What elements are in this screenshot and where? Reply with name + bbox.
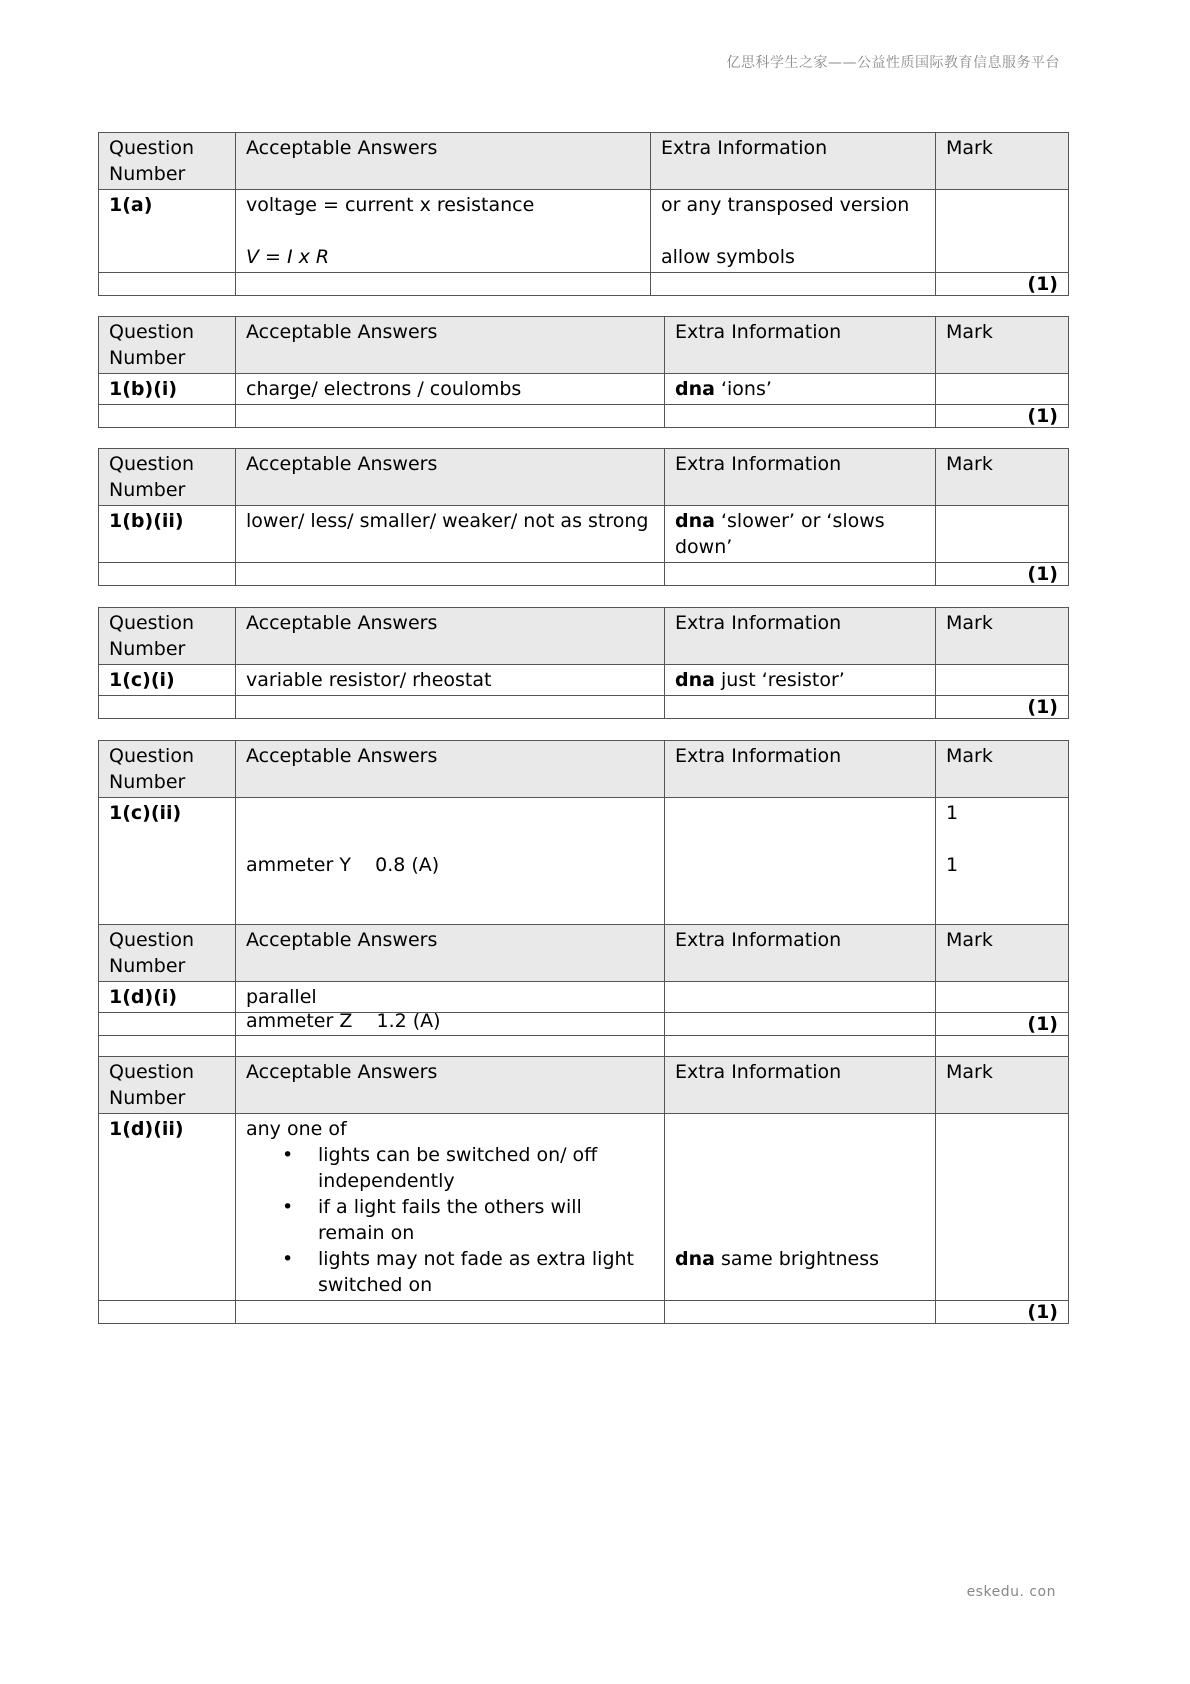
page-header: 亿思科学生之家——公益性质国际教育信息服务平台 [726,55,1060,71]
mark-cell [936,506,1069,563]
answer-text: charge/ electrons / coulombs [236,374,665,405]
extra-cell [665,982,936,1013]
answer-text: ammeter Z 1.2 (A) [246,1010,441,1032]
acceptable-answers-header: Acceptable Answers [236,741,665,798]
extra-information-header: Extra Information [665,449,936,506]
acceptable-answers-header: Acceptable Answers [236,317,665,374]
answer-text: ammeter Y 0.8 (A) [246,854,440,876]
answer-intro: any one of [246,1118,347,1140]
mark-header: Mark [936,317,1069,374]
extra-text: or any transposed version [661,194,910,216]
question-number-header: Question Number [99,449,236,506]
answer-points-list [246,1142,654,1298]
acceptable-answers-header: Acceptable Answers [236,449,665,506]
acceptable-answers-header: Acceptable Answers [236,608,665,665]
markscheme-table-1bi [98,316,1069,428]
question-number: 1(c)(i) [99,665,236,696]
markscheme-table-1ci [98,607,1069,719]
extra-information-header: Extra Information [665,741,936,798]
question-number: 1(d)(ii) [99,1114,236,1301]
total-mark: (1) [936,1301,1069,1324]
mark-cell [936,982,1069,1013]
markscheme-table-1dii [98,1056,1069,1324]
page-footer: eskedu. con [966,1584,1056,1600]
extra-text: allow symbols [661,246,795,268]
extra-information-header: Extra Information [651,133,936,190]
mark-cell [936,1114,1069,1301]
dna-label: dna [675,510,715,532]
question-number-header: Question Number [99,133,236,190]
total-mark: (1) [936,563,1069,586]
extra-information-header: Extra Information [665,317,936,374]
mark-header: Mark [936,133,1069,190]
answer-cell [236,190,651,273]
extra-cell [651,190,936,273]
dna-label: dna [675,669,715,691]
dna-label: dna [675,1248,715,1270]
answer-text: variable resistor/ rheostat [236,665,665,696]
answer-text: parallel [236,982,665,1013]
markscheme-table-1a [98,132,1069,296]
question-number: 1(d)(i) [99,982,236,1013]
extra-text: ‘ions’ [714,378,772,400]
mark-header: Mark [936,449,1069,506]
acceptable-answers-header: Acceptable Answers [236,925,665,982]
extra-cell [665,665,936,696]
extra-text: ‘slower’ or ‘slows down’ [675,510,885,558]
question-number: 1(b)(i) [99,374,236,405]
total-mark: (1) [936,405,1069,428]
extra-information-header: Extra Information [665,608,936,665]
extra-cell [665,506,936,563]
question-number: 1(c)(ii) [99,798,236,1089]
extra-information-header: Extra Information [665,925,936,982]
answer-cell [236,1114,665,1301]
mark-header: Mark [936,741,1069,798]
question-number-header: Question Number [99,925,236,982]
acceptable-answers-header: Acceptable Answers [236,133,651,190]
list-item: • lights can be switched on/ off independently [318,1142,654,1194]
question-number-header: Question Number [99,608,236,665]
dna-label: dna [675,378,715,400]
question-number-header: Question Number [99,1057,236,1114]
mark-cell [936,374,1069,405]
extra-text: just ‘resistor’ [714,669,845,691]
markscheme-table-1di [98,924,1069,1036]
mark-header: Mark [936,608,1069,665]
mark-cell [936,665,1069,696]
answer-text: lower/ less/ smaller/ weaker/ not as strong [236,506,665,563]
mark-value: 1 [946,854,959,876]
mark-value: 1 [946,802,959,824]
list-item: • lights may not fade as extra light switched on [318,1246,654,1298]
total-mark: (1) [936,1013,1069,1036]
list-item: • if a light fails the others will remain on [318,1194,654,1246]
acceptable-answers-header: Acceptable Answers [236,1057,665,1114]
question-number-header: Question Number [99,317,236,374]
extra-cell [665,374,936,405]
extra-cell [665,1114,936,1301]
question-number: 1(a) [99,190,236,273]
extra-information-header: Extra Information [665,1057,936,1114]
answer-text: voltage = current x resistance [246,194,535,216]
markscheme-table-1bii [98,448,1069,586]
question-number: 1(b)(ii) [99,506,236,563]
total-mark: (1) [936,273,1069,296]
question-number-header: Question Number [99,741,236,798]
answer-formula: V = I x R [246,246,330,268]
mark-cell [936,190,1069,273]
total-mark: (1) [936,696,1069,719]
mark-header: Mark [936,925,1069,982]
extra-text: same brightness [714,1248,880,1270]
mark-header: Mark [936,1057,1069,1114]
